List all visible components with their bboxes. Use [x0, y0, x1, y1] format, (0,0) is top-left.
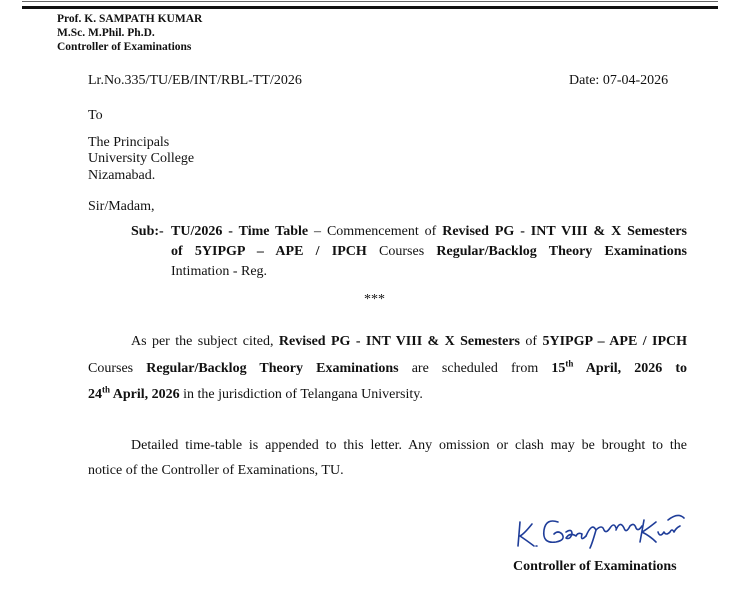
subject-tt: TU/2026 - Time Table: [171, 224, 309, 239]
para1-line-3: [88, 385, 423, 404]
subject-text-2: Courses: [366, 244, 437, 259]
signature-title: Controller of Examinations: [513, 559, 677, 574]
para2-line-1: Detailed time-table is appended to this letter. Any omission or clash may be brought to the: [131, 438, 687, 453]
para1-courses: 5YIPGP – APE / IPCH: [542, 334, 687, 349]
para2-line-2: notice of the Controller of Examinations, TU.: [88, 463, 344, 478]
subject-exams: Regular/Backlog Theory Examinations: [436, 244, 687, 259]
letterhead-degrees: M.Sc. M.Phil. Ph.D.: [57, 27, 155, 39]
top-rule: [22, 6, 718, 9]
para1-start-day: 15: [551, 361, 566, 376]
para1-exams: Regular/Backlog Theory Examinations: [146, 361, 399, 376]
para1-semesters: Revised PG - INT VIII & X Semesters: [278, 334, 520, 349]
separator-stars: ***: [364, 292, 385, 307]
para1-start-rest: April, 2026 to: [573, 361, 687, 376]
top-thin-rule: [22, 1, 718, 2]
para1-line-1: [131, 332, 687, 351]
subject-line-1: [171, 222, 687, 241]
letter-date: Date: 07-04-2026: [569, 73, 669, 88]
salutation: Sir/Madam,: [88, 199, 155, 214]
para1-text-g: are scheduled from: [398, 361, 552, 376]
para1-end-day: 24: [88, 387, 102, 402]
letterhead-name: Prof. K. SAMPATH KUMAR: [57, 13, 203, 25]
address-line-2: University College: [88, 151, 195, 166]
subject-courses: of 5YIPGP – APE / IPCH: [171, 244, 367, 259]
para1-text-a: As per the subject cited,: [131, 334, 279, 349]
letter-number: Lr.No.335/TU/EB/INT/RBL-TT/2026: [88, 73, 302, 88]
para1-text-e: Courses: [88, 361, 147, 376]
para1-end-rest: April, 2026: [110, 387, 180, 402]
subject-label: Sub:-: [131, 224, 164, 239]
subject-semesters: Revised PG - INT VIII & X Semesters: [442, 224, 687, 239]
address-to: To: [88, 108, 103, 123]
subject-text-1: – Commencement of: [308, 224, 443, 239]
subject-line-2: [171, 242, 687, 261]
para1-start-date: [551, 358, 687, 376]
para1-line-2: [88, 359, 687, 378]
para1-end-date: [88, 384, 180, 402]
para1-end-sup: th: [102, 384, 111, 395]
address-line-1: The Principals: [88, 135, 170, 150]
para1-text-j: in the jurisdiction of Telangana University.: [179, 387, 423, 402]
para1-start-sup: th: [565, 358, 574, 369]
subject-line-3: Intimation - Reg.: [171, 264, 268, 279]
letterhead-title: Controller of Examinations: [57, 41, 192, 53]
signature-image: [510, 500, 690, 556]
address-line-3: Nizamabad.: [88, 168, 156, 183]
para1-text-c: of: [520, 334, 543, 349]
